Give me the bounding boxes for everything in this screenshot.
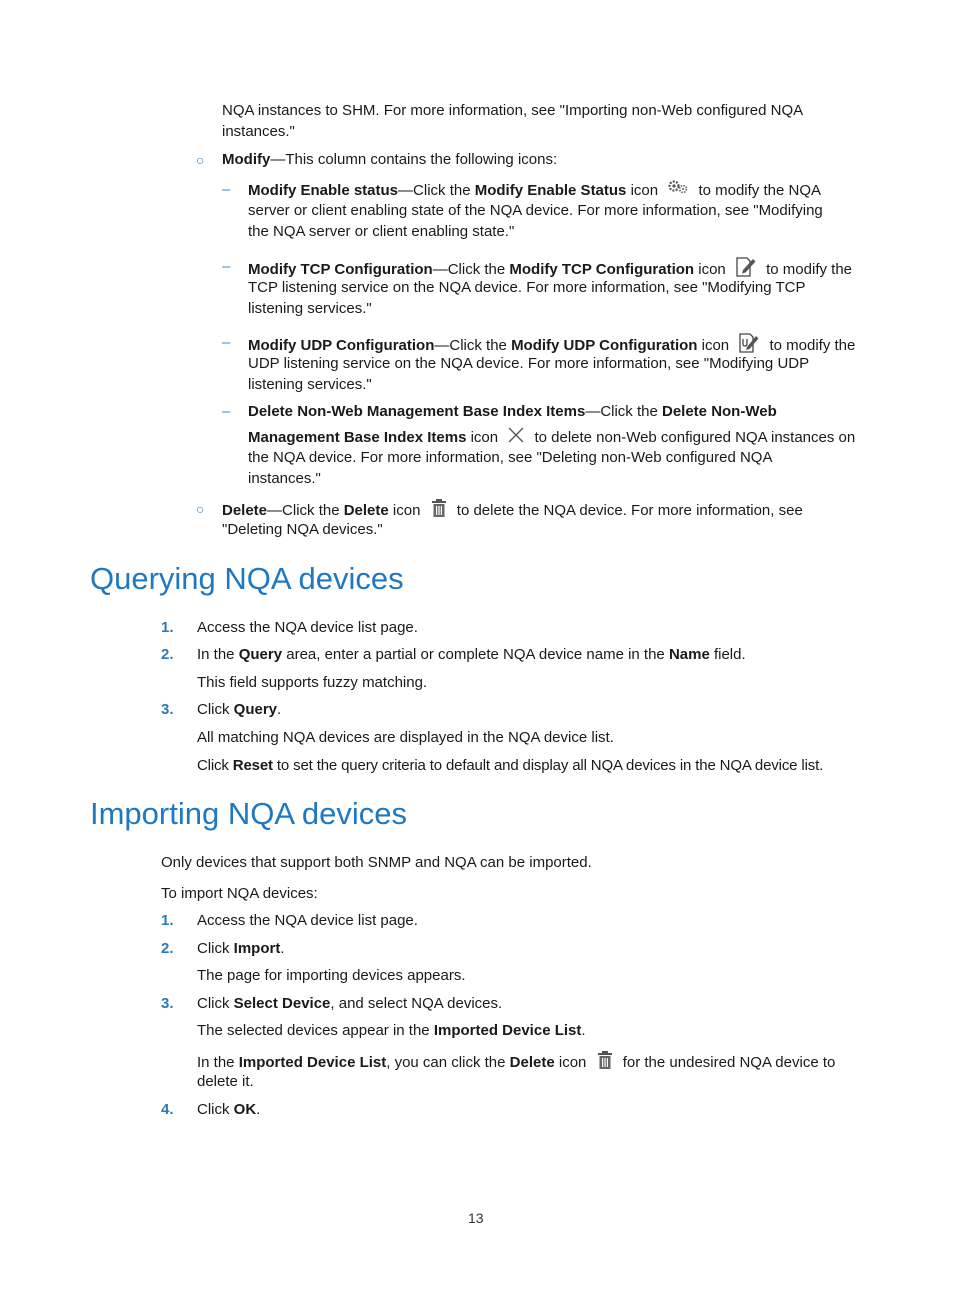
dash-bullet: – xyxy=(222,403,231,420)
dash-bullet: – xyxy=(222,334,231,351)
import-step-2: Click Import. xyxy=(197,940,285,957)
query-step-3: Click Query. xyxy=(197,701,282,718)
import-intro-1: Only devices that support both SNMP and NQA can be imported. xyxy=(161,854,592,871)
continuation-line-1: NQA instances to SHM. For more information, see "Importing non-Web configured NQA xyxy=(222,102,804,119)
query-step-3-note: All matching NQA devices are displayed in the NQA device list. xyxy=(197,729,614,746)
importing-heading: Importing NQA devices xyxy=(90,796,408,831)
modify-item: Modify—This column contains the following icons: xyxy=(222,151,558,168)
modify-tcp-line-3: listening services." xyxy=(248,300,372,317)
query-step-3-note-2: Click Reset to set the query criteria to default and display all NQA devices in the NQA device list. xyxy=(197,757,824,774)
import-step-4: Click OK. xyxy=(197,1101,261,1118)
dash-bullet: – xyxy=(222,258,231,275)
modify-enable-status-line: Modify Enable status—Click the Modify Enable Status icon to modify the NQA xyxy=(248,179,821,203)
step-number: 2. xyxy=(161,646,174,663)
modify-udp-line-2: UDP listening service on the NQA device. For more information, see "Modifying UDP xyxy=(248,355,810,372)
import-step-3: Click Select Device, and select NQA devices. xyxy=(197,995,503,1012)
modify-enable-status-line-3: the NQA server or client enabling state." xyxy=(248,223,515,240)
querying-heading: Querying NQA devices xyxy=(90,561,404,596)
query-step-2: In the Query area, enter a partial or complete NQA device name in the Name field. xyxy=(197,646,746,663)
bullet-circle: ○ xyxy=(196,501,205,517)
bullet-circle: ○ xyxy=(196,152,205,168)
import-intro-2: To import NQA devices: xyxy=(161,885,318,902)
step-number: 1. xyxy=(161,619,174,636)
modify-enable-status-line-2: server or client enabling state of the NQA device. For more information, see "Modifying xyxy=(248,202,823,219)
step-number: 3. xyxy=(161,995,174,1012)
modify-tcp-line: Modify TCP Configuration—Click the Modify TCP Configuration icon to modify the xyxy=(248,256,852,284)
import-step-3-note: The selected devices appear in the Imported Device List. xyxy=(197,1022,586,1039)
trash-icon xyxy=(429,498,449,524)
step-number: 3. xyxy=(161,701,174,718)
step-number: 2. xyxy=(161,940,174,957)
step-number: 4. xyxy=(161,1101,174,1118)
delete-nonweb-line-4: instances." xyxy=(248,470,321,487)
delete-nonweb-line-2: Management Base Index Items icon to delete non-Web configured NQA instances on xyxy=(248,426,855,450)
page-number: 13 xyxy=(468,1210,484,1226)
delete-nonweb-line-1: Delete Non-Web Management Base Index Items—Click the Delete Non-Web xyxy=(248,403,777,420)
step-number: 1. xyxy=(161,912,174,929)
delete-nonweb-line-3: the NQA device. For more information, see "Deleting non-Web configured NQA xyxy=(248,449,773,466)
dash-bullet: – xyxy=(222,181,231,198)
import-step-3-note-2: In the Imported Device List, you can click the Delete icon for the undesired NQA device to xyxy=(197,1050,835,1076)
modify-udp-line: Modify UDP Configuration—Click the Modify UDP Configuration icon to modify the xyxy=(248,332,855,360)
query-step-1: Access the NQA device list page. xyxy=(197,619,418,636)
import-step-2-note: The page for importing devices appears. xyxy=(197,967,466,984)
delete-item-line-1: Delete—Click the Delete icon to delete the NQA device. For more information, see xyxy=(222,498,803,524)
modify-udp-line-3: listening services." xyxy=(248,376,372,393)
continuation-line-2: instances." xyxy=(222,123,295,140)
modify-tcp-line-2: TCP listening service on the NQA device. For more information, see "Modifying TCP xyxy=(248,279,806,296)
import-step-3-note-2-line-2: delete it. xyxy=(197,1073,254,1090)
query-step-2-note: This field supports fuzzy matching. xyxy=(197,674,428,691)
trash-icon xyxy=(595,1050,615,1076)
delete-item-line-2: "Deleting NQA devices." xyxy=(222,521,383,538)
import-step-1: Access the NQA device list page. xyxy=(197,912,418,929)
